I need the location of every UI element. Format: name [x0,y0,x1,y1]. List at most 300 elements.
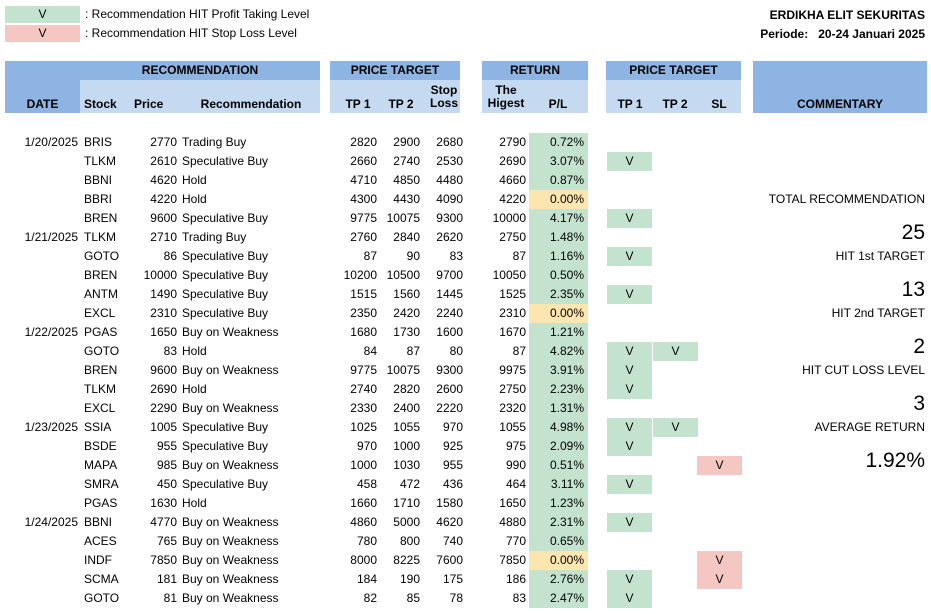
cell-tp2: 4850 [393,173,420,187]
summary-cutloss-label: HIT CUT LOSS LEVEL [802,363,925,377]
summary-hit1-value: 13 [901,278,925,301]
cell-highest: 2750 [499,230,526,244]
table-row [0,532,931,551]
table-row [0,323,931,342]
cell-tp1: 84 [363,344,377,358]
hit-sl-marker: V [697,570,742,589]
cell-recommendation: Speculative Buy [182,268,269,282]
summary-total-value: 25 [901,221,925,244]
cell-price: 1630 [150,496,177,510]
cell-stock: ACES [84,534,117,548]
cell-recommendation: Buy on Weakness [182,591,279,605]
hit-sl-marker: V [697,456,742,475]
cell-tp2: 8225 [393,553,420,567]
cell-recommendation: Speculative Buy [182,249,269,263]
cell-stock: TLKM [84,230,117,244]
header-pl: P/L [548,97,568,111]
cell-stock: GOTO [84,591,120,605]
header-price: Price [134,97,164,111]
table-row [0,513,931,532]
cell-price: 2610 [150,154,177,168]
cell-price: 86 [163,249,177,263]
cell-price: 2310 [150,306,177,320]
cell-tp1: 970 [356,439,377,453]
hit-sl-marker: V [697,551,742,570]
cell-date [5,380,78,399]
cell-highest: 4220 [499,192,526,206]
period-value: 20-24 Januari 2025 [818,27,925,41]
cell-date [5,399,78,418]
table-row [0,380,931,399]
cell-stop-loss: 2620 [436,230,463,244]
cell-tp2: 2740 [393,154,420,168]
table-row [0,551,931,570]
cell-tp2: 10500 [386,268,420,282]
cell-tp2: 85 [406,591,420,605]
cell-stop-loss: 4480 [436,173,463,187]
cell-stop-loss: 83 [449,249,463,263]
cell-date: 1/20/2025 [24,135,78,149]
cell-price: 1490 [150,287,177,301]
header-stop-loss: Stop Loss [429,83,458,110]
cell-date [5,494,78,513]
cell-date: 1/21/2025 [24,230,78,244]
hit-tp1-marker: V [607,418,652,437]
cell-pl: 2.09% [529,437,588,456]
header-hit-sl: SL [711,97,727,111]
cell-pl: 1.31% [529,399,588,418]
cell-pl: 1.16% [529,247,588,266]
table-row [0,209,931,228]
cell-price: 2290 [150,401,177,415]
cell-stock: MAPA [84,458,118,472]
summary-hit1-label: HIT 1st TARGET [835,249,925,263]
cell-stock: EXCL [84,401,116,415]
cell-pl: 4.17% [529,209,588,228]
cell-date [5,456,78,475]
cell-stop-loss: 78 [449,591,463,605]
cell-highest: 2750 [499,382,526,396]
cell-highest: 2790 [499,135,526,149]
hit-tp1-marker: V [607,570,652,589]
cell-tp1: 2760 [350,230,377,244]
cell-date [5,285,78,304]
cell-price: 955 [156,439,177,453]
header-highest: The Higest [487,83,525,110]
cell-stop-loss: 2240 [436,306,463,320]
hit-tp1-marker: V [607,152,652,171]
cell-stop-loss: 740 [442,534,463,548]
cell-stock: GOTO [84,344,120,358]
cell-price: 1650 [150,325,177,339]
legend-profit-label: : Recommendation HIT Profit Taking Level [85,7,310,21]
cell-date [5,342,78,361]
cell-tp1: 1660 [350,496,377,510]
cell-stock: PGAS [84,325,118,339]
cell-tp1: 2820 [350,135,377,149]
hit-tp2-marker: V [653,418,698,437]
summary-cutloss-value: 3 [913,392,925,415]
summary-avg-label: AVERAGE RETURN [814,420,925,434]
cell-highest: 9975 [499,363,526,377]
hit-tp1-marker: V [607,209,652,228]
cell-date [5,152,78,171]
cell-pl: 2.76% [529,570,588,589]
cell-pl: 2.31% [529,513,588,532]
table-row [0,152,931,171]
cell-recommendation: Hold [182,382,207,396]
cell-tp2: 2420 [393,306,420,320]
cell-stock: SMRA [84,477,119,491]
cell-recommendation: Speculative Buy [182,477,269,491]
cell-pl: 1.21% [529,323,588,342]
cell-highest: 186 [505,572,526,586]
cell-recommendation: Hold [182,173,207,187]
cell-price: 9600 [150,211,177,225]
cell-tp1: 1025 [350,420,377,434]
hit-tp1-marker: V [607,437,652,456]
cell-recommendation: Speculative Buy [182,420,269,434]
summary-hit2-label: HIT 2nd TARGET [831,306,925,320]
cell-date [5,532,78,551]
cell-tp2: 2400 [393,401,420,415]
cell-tp2: 472 [399,477,420,491]
cell-highest: 87 [512,249,526,263]
cell-date [5,589,78,608]
cell-price: 81 [163,591,177,605]
cell-tp1: 4300 [350,192,377,206]
cell-tp2: 10075 [386,363,420,377]
table-row [0,475,931,494]
cell-recommendation: Hold [182,344,207,358]
cell-date [5,247,78,266]
cell-date [5,209,78,228]
cell-price: 83 [163,344,177,358]
cell-pl: 4.82% [529,342,588,361]
cell-pl: 0.65% [529,532,588,551]
cell-pl: 0.00% [529,190,588,209]
cell-tp2: 5000 [393,515,420,529]
cell-tp1: 1515 [350,287,377,301]
cell-recommendation: Speculative Buy [182,439,269,453]
hit-tp1-marker: V [607,285,652,304]
cell-tp2: 2840 [393,230,420,244]
cell-date [5,304,78,323]
cell-price: 4620 [150,173,177,187]
cell-recommendation: Speculative Buy [182,211,269,225]
company-name: ERDIKHA ELIT SEKURITAS [769,8,925,22]
cell-highest: 1650 [499,496,526,510]
header-date: DATE [5,61,80,113]
cell-highest: 4660 [499,173,526,187]
table-row [0,228,931,247]
cell-recommendation: Speculative Buy [182,287,269,301]
cell-highest: 87 [512,344,526,358]
cell-recommendation: Hold [182,192,207,206]
cell-stop-loss: 970 [442,420,463,434]
cell-tp1: 2330 [350,401,377,415]
cell-pl: 2.23% [529,380,588,399]
legend-stoploss-swatch: V [5,25,80,42]
cell-stock: PGAS [84,496,118,510]
table-row [0,494,931,513]
cell-stop-loss: 2530 [436,154,463,168]
cell-price: 10000 [143,268,177,282]
cell-recommendation: Buy on Weakness [182,515,279,529]
cell-tp2: 1710 [393,496,420,510]
table-row [0,342,931,361]
hit-tp1-marker: V [607,475,652,494]
cell-pl: 0.00% [529,304,588,323]
cell-highest: 4880 [499,515,526,529]
cell-pl: 3.11% [529,475,588,494]
cell-stop-loss: 2680 [436,135,463,149]
cell-date [5,437,78,456]
cell-stop-loss: 4090 [436,192,463,206]
cell-tp1: 10200 [343,268,377,282]
cell-price: 181 [156,572,177,586]
table-row [0,133,931,152]
cell-stock: BREN [84,268,118,282]
cell-price: 9600 [150,363,177,377]
table-row [0,437,931,456]
cell-stop-loss: 175 [442,572,463,586]
cell-highest: 770 [505,534,526,548]
cell-tp1: 2350 [350,306,377,320]
cell-stock: BBNI [84,173,113,187]
table-row [0,418,931,437]
cell-tp2: 1000 [393,439,420,453]
header-tp2: TP 2 [388,97,414,111]
header-recommendation-group: RECOMMENDATION [80,61,320,80]
cell-stock: TLKM [84,154,117,168]
cell-stop-loss: 80 [449,344,463,358]
cell-stock: BBNI [84,515,113,529]
cell-pl: 0.87% [529,171,588,190]
header-tp1: TP 1 [345,97,371,111]
cell-stock: TLKM [84,382,117,396]
cell-date [5,475,78,494]
cell-tp2: 10075 [386,211,420,225]
cell-recommendation: Trading Buy [182,135,247,149]
cell-highest: 10000 [492,211,526,225]
cell-tp1: 2740 [350,382,377,396]
legend-stoploss-label: : Recommendation HIT Stop Loss Level [85,26,297,40]
cell-tp2: 800 [399,534,420,548]
cell-date [5,171,78,190]
cell-price: 2710 [150,230,177,244]
cell-price: 2690 [150,382,177,396]
table-row [0,285,931,304]
cell-tp2: 90 [406,249,420,263]
summary-hit2-value: 2 [913,335,925,358]
cell-highest: 464 [505,477,526,491]
summary-total-label: TOTAL RECOMMENDATION [768,192,925,206]
cell-tp1: 1000 [350,458,377,472]
cell-highest: 83 [512,591,526,605]
cell-stock: ANTM [84,287,118,301]
legend-profit-swatch: V [5,6,80,23]
cell-date [5,551,78,570]
cell-pl: 0.51% [529,456,588,475]
cell-recommendation: Hold [182,496,207,510]
cell-date [5,190,78,209]
cell-stop-loss: 7600 [436,553,463,567]
cell-stock: EXCL [84,306,116,320]
cell-recommendation: Speculative Buy [182,306,269,320]
cell-pl: 1.48% [529,228,588,247]
cell-tp2: 2820 [393,382,420,396]
hit-tp1-marker: V [607,589,652,608]
table-row [0,589,931,608]
cell-highest: 990 [505,458,526,472]
cell-highest: 1525 [499,287,526,301]
header-hit-tp2: TP 2 [662,97,688,111]
table-row [0,361,931,380]
header-hit-group: PRICE TARGET [606,61,741,80]
header-hit-tp1: TP 1 [617,97,643,111]
cell-pl: 3.07% [529,152,588,171]
cell-highest: 7850 [499,553,526,567]
cell-tp1: 184 [356,572,377,586]
cell-tp1: 9775 [350,363,377,377]
cell-date [5,361,78,380]
cell-price: 765 [156,534,177,548]
cell-tp1: 82 [363,591,377,605]
cell-stock: INDF [84,553,112,567]
header-commentary: COMMENTARY [753,61,927,113]
cell-date [5,570,78,589]
table-row [0,247,931,266]
hit-tp2-marker: V [653,342,698,361]
table-row [0,171,931,190]
cell-highest: 1670 [499,325,526,339]
hit-tp1-marker: V [607,513,652,532]
cell-stop-loss: 1445 [436,287,463,301]
cell-highest: 10050 [492,268,526,282]
cell-price: 4220 [150,192,177,206]
summary-avg-value: 1.92% [865,449,925,472]
cell-highest: 1055 [499,420,526,434]
cell-stop-loss: 4620 [436,515,463,529]
header-price-target-group: PRICE TARGET [330,61,460,80]
cell-stock: SCMA [84,572,119,586]
cell-tp2: 1730 [393,325,420,339]
cell-tp1: 4860 [350,515,377,529]
cell-stock: BSDE [84,439,117,453]
cell-stop-loss: 1580 [436,496,463,510]
cell-stop-loss: 436 [442,477,463,491]
cell-recommendation: Buy on Weakness [182,325,279,339]
table-row [0,304,931,323]
cell-stock: BREN [84,211,118,225]
cell-date [5,266,78,285]
cell-recommendation: Buy on Weakness [182,534,279,548]
cell-price: 4770 [150,515,177,529]
header-recommendation: Recommendation [200,97,302,111]
cell-stock: BRIS [84,135,113,149]
cell-highest: 2320 [499,401,526,415]
header-stock: Stock [84,97,117,111]
cell-price: 7850 [150,553,177,567]
cell-stock: BBRI [84,192,113,206]
period [760,27,925,41]
cell-stock: GOTO [84,249,120,263]
cell-stop-loss: 2220 [436,401,463,415]
table-row [0,570,931,589]
table-row [0,456,931,475]
cell-pl: 2.35% [529,285,588,304]
cell-pl: 4.98% [529,418,588,437]
cell-pl: 0.72% [529,133,588,152]
cell-stop-loss: 9700 [436,268,463,282]
hit-tp1-marker: V [607,342,652,361]
cell-recommendation: Buy on Weakness [182,458,279,472]
cell-pl: 1.23% [529,494,588,513]
cell-recommendation: Buy on Weakness [182,553,279,567]
cell-pl: 0.00% [529,551,588,570]
cell-recommendation: Buy on Weakness [182,401,279,415]
cell-stop-loss: 955 [442,458,463,472]
cell-tp1: 4710 [350,173,377,187]
cell-price: 450 [156,477,177,491]
cell-tp1: 458 [356,477,377,491]
cell-tp1: 780 [356,534,377,548]
cell-stock: BREN [84,363,118,377]
cell-recommendation: Trading Buy [182,230,247,244]
cell-price: 985 [156,458,177,472]
cell-tp1: 87 [363,249,377,263]
cell-date: 1/22/2025 [24,325,78,339]
cell-stop-loss: 9300 [436,211,463,225]
hit-tp1-marker: V [607,247,652,266]
cell-highest: 975 [505,439,526,453]
cell-stop-loss: 925 [442,439,463,453]
cell-stop-loss: 2600 [436,382,463,396]
cell-recommendation: Speculative Buy [182,154,269,168]
cell-stop-loss: 9300 [436,363,463,377]
cell-highest: 2310 [499,306,526,320]
header-return-group: RETURN [482,61,588,80]
cell-tp2: 1560 [393,287,420,301]
cell-tp2: 190 [399,572,420,586]
cell-price: 1005 [150,420,177,434]
cell-pl: 0.50% [529,266,588,285]
cell-pl: 2.47% [529,589,588,608]
cell-tp1: 2660 [350,154,377,168]
cell-stop-loss: 1600 [436,325,463,339]
cell-price: 2770 [150,135,177,149]
cell-tp1: 8000 [350,553,377,567]
cell-date: 1/23/2025 [24,420,78,434]
cell-stock: SSIA [84,420,112,434]
cell-pl: 3.91% [529,361,588,380]
period-label: Periode: [760,27,809,41]
cell-tp2: 1030 [393,458,420,472]
cell-tp2: 1055 [393,420,420,434]
cell-tp1: 9775 [350,211,377,225]
hit-tp1-marker: V [607,361,652,380]
hit-tp1-marker: V [607,380,652,399]
cell-tp2: 87 [406,344,420,358]
cell-date: 1/24/2025 [24,515,78,529]
cell-recommendation: Buy on Weakness [182,572,279,586]
cell-tp2: 2900 [393,135,420,149]
cell-tp1: 1680 [350,325,377,339]
table-row [0,399,931,418]
cell-tp2: 4430 [393,192,420,206]
cell-highest: 2690 [499,154,526,168]
